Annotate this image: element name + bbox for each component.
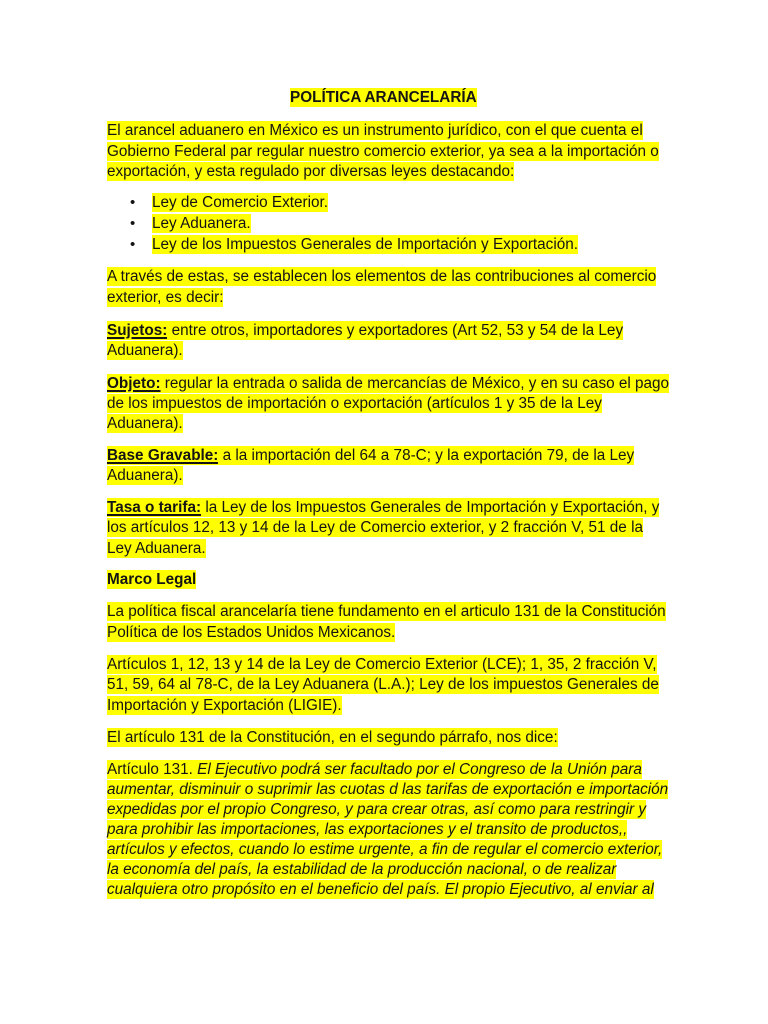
- title-text: POLÍTICA ARANCELARÍA: [290, 89, 477, 106]
- article-prefix: Artículo 131.: [107, 761, 198, 778]
- marco-p2-line-2: 51, 59, 64 al 78-C, de la Ley Aduanera (L.A.); Ley de los impuestos Generales de: [107, 676, 659, 693]
- article-line-6: la economía del país, la estabilidad de la producción nacional, o de realizar: [107, 861, 617, 878]
- base-line-2: Aduanera).: [107, 467, 183, 484]
- article-line-4: para prohibir las importaciones, las exportaciones y el transito de productos,,: [107, 821, 628, 838]
- objeto-line-2: de los impuestos de importación o exportación (artículos 1 y 35 de la Ley: [107, 395, 602, 412]
- marco-p2-line-3: Importación y Exportación (LIGIE).: [107, 697, 342, 714]
- list-item: Ley de Comercio Exterior.: [152, 194, 328, 211]
- transition-line-1: A través de estas, se establecen los elementos de las contribuciones al comercio: [107, 268, 657, 285]
- marco-p2-line-1: Artículos 1, 12, 13 y 14 de la Ley de Comercio Exterior (LCE); 1, 35, 2 fracción V,: [107, 656, 657, 673]
- objeto-label: Objeto:: [107, 375, 161, 392]
- intro-line-3: exportación, y esta regulado por diversas leyes destacando:: [107, 163, 515, 180]
- objeto-line-1: Objeto: regular la entrada o salida de mercancías de México, y en su caso el pago: [107, 375, 670, 392]
- intro-line-2: Gobierno Federal par regular nuestro comercio exterior, ya sea a la importación o: [107, 143, 659, 160]
- objeto-line-3: Aduanera).: [107, 415, 183, 432]
- article-line-5: artículos y efectos, cuando lo estime urgente, a fin de regular el comercio exterior,: [107, 841, 663, 858]
- intro-line-1: El arancel aduanero en México es un instrumento jurídico, con el que cuenta el: [107, 122, 643, 139]
- tasa-line-3: Ley Aduanera.: [107, 540, 206, 557]
- page-title: [290, 88, 477, 108]
- transition-line-2: exterior, es decir:: [107, 289, 224, 306]
- list-item: Ley Aduanera.: [152, 215, 251, 232]
- article-line-2: aumentar, disminuir o suprimir las cuotas d las tarifas de exportación e importación: [107, 781, 669, 798]
- bullet-icon: •: [130, 194, 136, 211]
- bullet-icon: •: [130, 236, 136, 253]
- article-line-7: cualquiera otro propósito en el beneficio del país. El propio Ejecutivo, al enviar al: [107, 881, 654, 898]
- marco-legal-heading: Marco Legal: [107, 571, 197, 588]
- tasa-line-1: Tasa o tarifa: la Ley de los Impuestos Generales de Importación y Exportación, y: [107, 499, 660, 516]
- article-line-1: Artículo 131. El Ejecutivo podrá ser facultado por el Congreso de la Unión para: [107, 761, 642, 778]
- base-line-1: Base Gravable: a la importación del 64 a 78-C; y la exportación 79, de la Ley: [107, 447, 635, 464]
- marco-p3: El artículo 131 de la Constitución, en el segundo párrafo, nos dice:: [107, 729, 558, 746]
- list-item: Ley de los Impuestos Generales de Importación y Exportación.: [152, 236, 578, 253]
- sujetos-line-1: Sujetos: entre otros, importadores y exportadores (Art 52, 53 y 54 de la Ley: [107, 322, 624, 339]
- tasa-line-2: los artículos 12, 13 y 14 de la Ley de Comercio exterior, y 2 fracción V, 51 de la: [107, 519, 643, 536]
- base-gravable-label: Base Gravable:: [107, 447, 219, 464]
- tasa-label: Tasa o tarifa:: [107, 499, 202, 516]
- sujetos-label: Sujetos:: [107, 322, 168, 339]
- bullet-icon: •: [130, 215, 136, 232]
- article-line-3: expedidas por el propio Congreso, y para crear otras, así como para restringir y: [107, 801, 647, 818]
- sujetos-line-2: Aduanera).: [107, 342, 183, 359]
- marco-p1-line-2: Política de los Estados Unidos Mexicanos.: [107, 624, 396, 641]
- marco-p1-line-1: La política fiscal arancelaría tiene fundamento en el articulo 131 de la Constitución: [107, 603, 666, 620]
